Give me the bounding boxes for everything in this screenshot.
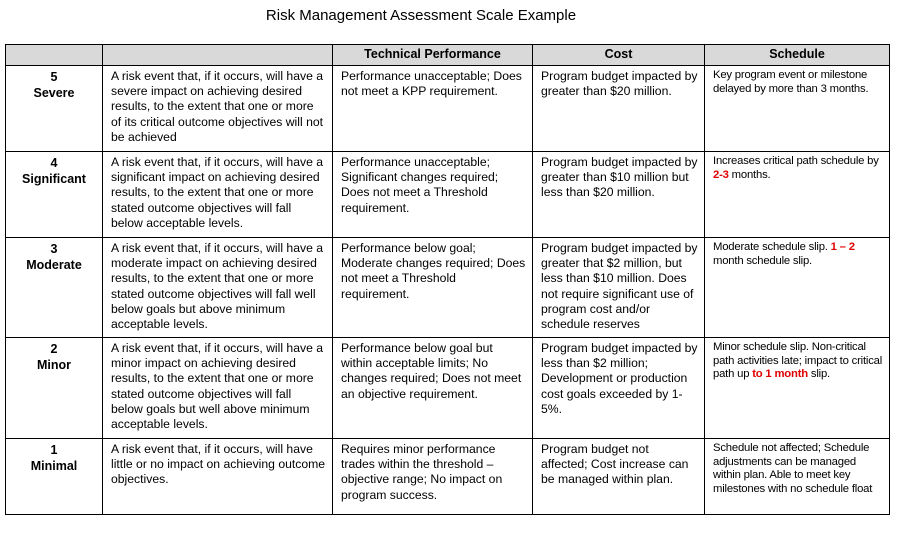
level-cell	[6, 152, 103, 238]
header-cost: Cost	[533, 45, 705, 66]
description-cell: A risk event that, if it occurs, will have a significant impact on achieving desired results, to the extent that one or more stated outcome objectives will fall below acceptable levels.	[103, 152, 333, 238]
description-cell: A risk event that, if it occurs, will have little or no impact on achieving outcome objectives.	[103, 439, 333, 515]
level-number: 4	[50, 156, 58, 170]
level-number: 5	[50, 70, 58, 84]
schedule-cell	[705, 66, 890, 152]
description-cell: A risk event that, if it occurs, will have a minor impact on achieving desired results, to the extent that one or more stated outcome objectives will fall below goals but well above minimum acceptable levels.	[103, 338, 333, 439]
schedule-cell	[705, 238, 890, 338]
table-row	[6, 439, 890, 515]
technical-cell: Performance below goal; Moderate changes required; Does not meet a Threshold requirement.	[333, 238, 533, 338]
level-cell	[6, 439, 103, 515]
header-technical-performance: Technical Performance	[333, 45, 533, 66]
header-description	[103, 45, 333, 66]
schedule-cell	[705, 439, 890, 515]
level-cell	[6, 238, 103, 338]
table-row	[6, 66, 890, 152]
risk-scale-table	[5, 44, 890, 515]
technical-cell: Performance below goal but within acceptable limits; No changes required; Does not meet an objective requirement.	[333, 338, 533, 439]
cost-cell: Program budget impacted by greater that $2 million, but less than $10 million. Does not require significant use of program cost and/or schedule reserves	[533, 238, 705, 338]
level-label: Significant	[22, 172, 86, 186]
level-number: 3	[50, 242, 58, 256]
technical-cell: Performance unacceptable; Significant changes required; Does not meet a Threshold requirement.	[333, 152, 533, 238]
schedule-cell	[705, 152, 890, 238]
level-label: Minimal	[30, 459, 78, 473]
cost-cell: Program budget impacted by greater than $20 million.	[533, 66, 705, 152]
schedule-text: Increases critical path schedule by	[713, 155, 879, 167]
schedule-highlight: to 1 month	[752, 368, 808, 381]
schedule-text-end: month schedule slip.	[713, 254, 812, 267]
header-row	[6, 45, 890, 66]
cost-cell: Program budget not affected; Cost increase can be managed within plan.	[533, 439, 705, 515]
schedule-text: Key program event or milestone delayed by more than 3 months.	[713, 69, 869, 95]
level-label: Severe	[33, 86, 75, 100]
header-schedule: Schedule	[705, 45, 890, 66]
level-label: Moderate	[26, 258, 82, 272]
header-level	[6, 45, 103, 66]
schedule-highlight: 2-3	[713, 168, 729, 181]
schedule-text-end: slip.	[807, 368, 830, 381]
level-label: Minor	[36, 358, 72, 372]
page-title: Risk Management Assessment Scale Example	[265, 7, 577, 24]
cost-cell: Program budget impacted by less than $2 million; Development or production cost goals exceeded by 1-5%.	[533, 338, 705, 439]
table-row	[6, 238, 890, 338]
level-number: 1	[50, 443, 58, 457]
description-cell: A risk event that, if it occurs, will have a moderate impact on achieving desired results, to the extent that one or more stated outcome objectives will fall well below goals but above minimum acceptable levels.	[103, 238, 333, 338]
schedule-highlight: 1 – 2	[830, 241, 855, 253]
level-cell	[6, 66, 103, 152]
table-row	[6, 338, 890, 439]
level-cell	[6, 338, 103, 439]
description-cell: A risk event that, if it occurs, will have a severe impact on achieving desired results, to the extent that one or more of its critical outcome objectives will not be achieved	[103, 66, 333, 152]
level-number: 2	[50, 342, 58, 356]
table-row	[6, 152, 890, 238]
schedule-text: Minor schedule slip. Non-critical path activities late; impact to critical path up	[713, 341, 883, 381]
schedule-text: Schedule not affected; Schedule adjustments can be managed within plan. Able to meet key milestones with no schedule float	[713, 442, 873, 495]
cost-cell: Program budget impacted by greater than $10 million but less than $20 million.	[533, 152, 705, 238]
technical-cell: Requires minor performance trades within the threshold – objective range; No impact on program success.	[333, 439, 533, 515]
technical-cell: Performance unacceptable; Does not meet a KPP requirement.	[333, 66, 533, 152]
schedule-text: Moderate schedule slip.	[713, 241, 831, 253]
schedule-text-end: months.	[728, 168, 771, 181]
schedule-cell	[705, 338, 890, 439]
